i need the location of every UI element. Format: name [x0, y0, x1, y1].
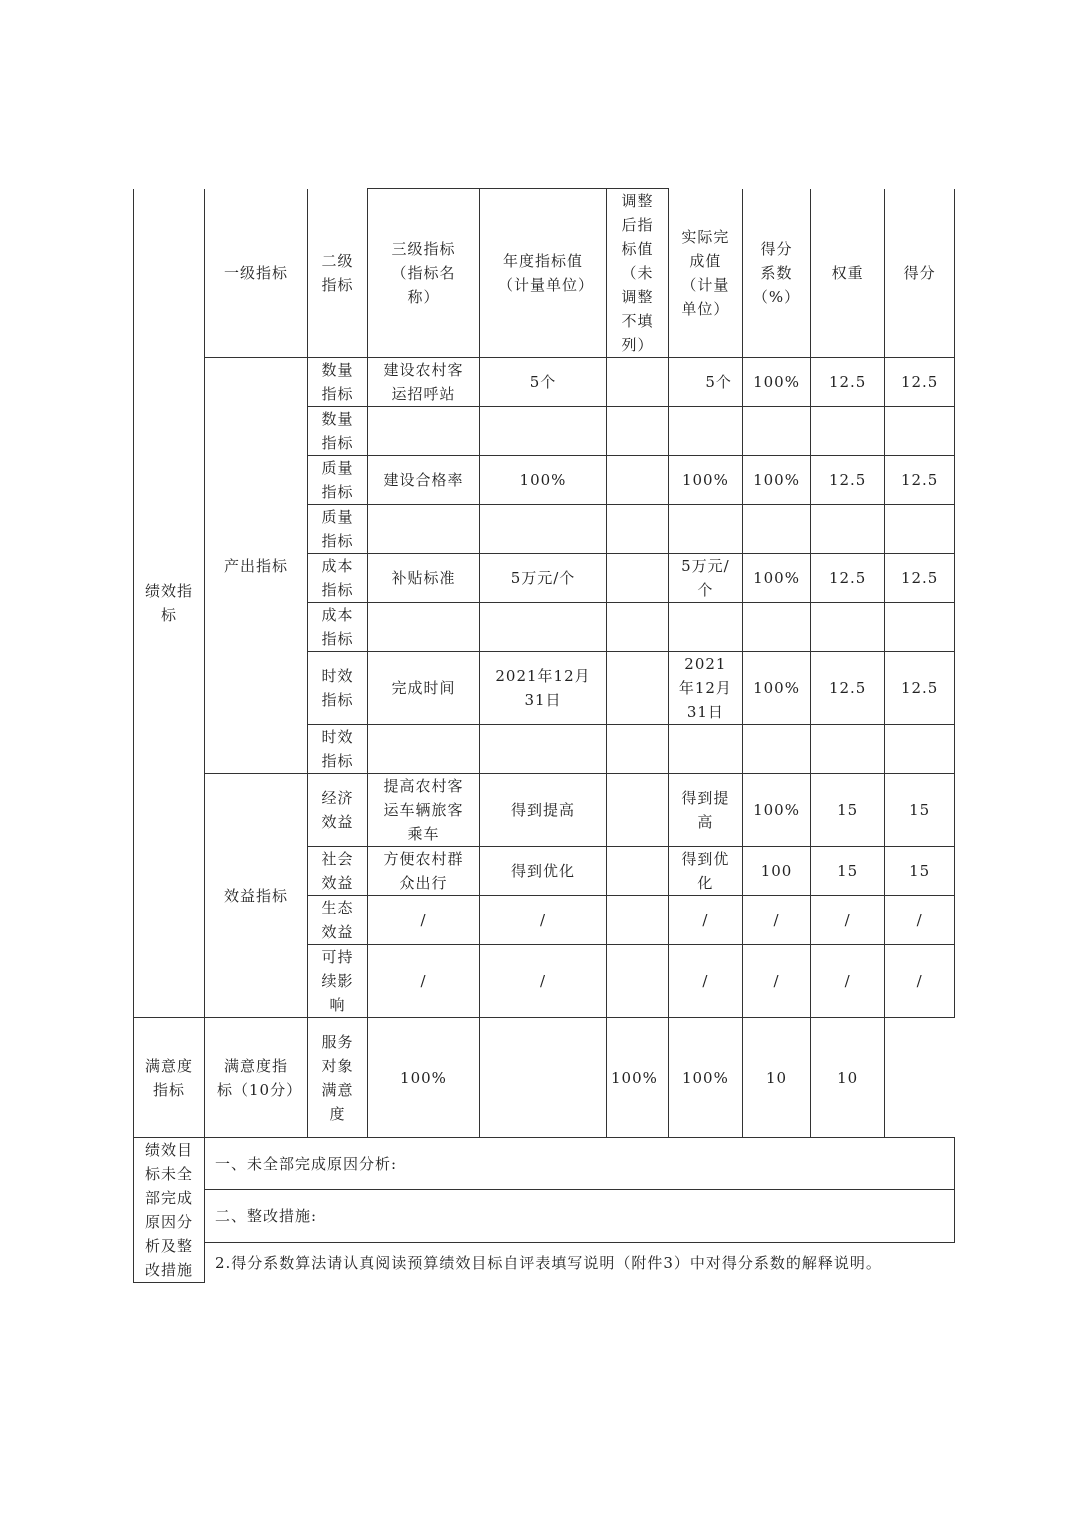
cell-annual: 100%	[368, 1018, 480, 1138]
cell-l3	[368, 725, 480, 774]
analysis-label: 绩效目标未全部完成原因分析及整改措施	[134, 1138, 205, 1283]
cell-weight: /	[811, 945, 885, 1018]
cell-adjusted	[607, 456, 669, 505]
cell-annual	[480, 505, 607, 554]
table-row	[134, 1018, 955, 1138]
cell-l2: 质量指标	[308, 456, 368, 505]
cell-l2: 数量指标	[308, 358, 368, 407]
header-actual-value: 实际完成值（计量单位）	[668, 189, 742, 358]
cell-l2: 时效指标	[308, 652, 368, 725]
cell-score: 15	[885, 774, 955, 847]
cell-l3: 服务对象满意度	[308, 1018, 368, 1138]
cell-actual: /	[668, 945, 742, 1018]
cell-l3: 补贴标准	[368, 554, 480, 603]
cell-coef: /	[742, 896, 810, 945]
cell-actual	[668, 407, 742, 456]
cell-l3	[368, 603, 480, 652]
header-level2: 二级指标	[308, 189, 368, 358]
group-benefit: 效益指标	[205, 774, 308, 1018]
cell-score: 15	[885, 847, 955, 896]
header-weight: 权重	[811, 189, 885, 358]
cell-annual	[480, 603, 607, 652]
cell-actual: 得到提高	[668, 774, 742, 847]
cell-actual: 100%	[607, 1018, 669, 1138]
cell-annual: 得到优化	[480, 847, 607, 896]
cell-score: 12.5	[885, 652, 955, 725]
header-level1: 一级指标	[205, 189, 308, 358]
cell-weight: 12.5	[811, 456, 885, 505]
cell-actual	[668, 725, 742, 774]
cell-actual: 5万元/个	[668, 554, 742, 603]
cell-annual: /	[480, 945, 607, 1018]
cell-annual	[480, 407, 607, 456]
cell-l3	[368, 407, 480, 456]
cell-coef: 100%	[742, 358, 810, 407]
cell-actual: 得到优化	[668, 847, 742, 896]
cell-l2: 社会效益	[308, 847, 368, 896]
cell-actual: /	[668, 896, 742, 945]
cell-adjusted	[607, 652, 669, 725]
cell-weight: 12.5	[811, 652, 885, 725]
cell-l3	[368, 505, 480, 554]
cell-weight: 12.5	[811, 554, 885, 603]
cell-l2: 数量指标	[308, 407, 368, 456]
cell-adjusted	[607, 603, 669, 652]
cell-coef: 100%	[742, 652, 810, 725]
group-satisfaction: 满意度指标	[134, 1018, 205, 1138]
cell-adjusted	[607, 896, 669, 945]
cell-weight	[811, 603, 885, 652]
cell-score	[885, 505, 955, 554]
table-row	[134, 774, 955, 847]
cell-adjusted	[607, 847, 669, 896]
cell-annual: 5万元/个	[480, 554, 607, 603]
cell-score	[885, 725, 955, 774]
cell-score: 12.5	[885, 456, 955, 505]
cell-l2: 经济效益	[308, 774, 368, 847]
cell-l3: 建设农村客运招呼站	[368, 358, 480, 407]
cell-l3: 建设合格率	[368, 456, 480, 505]
analysis-row	[134, 1190, 955, 1242]
cell-adjusted	[480, 1018, 607, 1138]
cell-score	[885, 407, 955, 456]
cell-weight: 10	[742, 1018, 810, 1138]
cell-adjusted	[607, 725, 669, 774]
performance-table	[133, 188, 955, 1283]
analysis-reason: 一、未全部完成原因分析:	[205, 1138, 955, 1190]
cell-adjusted	[607, 554, 669, 603]
cell-adjusted	[607, 774, 669, 847]
cell-coef: 100	[742, 847, 810, 896]
cell-annual: /	[480, 896, 607, 945]
cell-l2: 质量指标	[308, 505, 368, 554]
cell-adjusted	[607, 945, 669, 1018]
cell-coef	[742, 603, 810, 652]
cell-coef: /	[742, 945, 810, 1018]
cell-score: /	[885, 896, 955, 945]
cell-l3: /	[368, 896, 480, 945]
header-adjusted-value: 调整后指标值（未调整不填列）	[607, 189, 669, 358]
cell-annual: 2021年12月31日	[480, 652, 607, 725]
cell-weight: /	[811, 896, 885, 945]
analysis-row	[134, 1138, 955, 1190]
table-row	[134, 358, 955, 407]
cell-l3: /	[368, 945, 480, 1018]
cell-score: 12.5	[885, 554, 955, 603]
cell-actual	[668, 505, 742, 554]
header-row	[134, 189, 955, 358]
analysis-measures: 二、整改措施:	[205, 1190, 955, 1242]
cell-coef	[742, 407, 810, 456]
cell-weight	[811, 407, 885, 456]
cell-coef: 100%	[742, 554, 810, 603]
cell-actual	[668, 603, 742, 652]
cell-coef	[742, 505, 810, 554]
header-annual-value: 年度指标值（计量单位）	[480, 189, 607, 358]
cell-coef: 100%	[742, 456, 810, 505]
cell-annual: 5个	[480, 358, 607, 407]
cell-l2: 满意度指标（10分）	[205, 1018, 308, 1138]
section-label: 绩效指标	[134, 189, 205, 1018]
note-row	[134, 1242, 955, 1282]
cell-weight: 12.5	[811, 358, 885, 407]
cell-l2: 时效指标	[308, 725, 368, 774]
cell-l3: 提高农村客运车辆旅客乘车	[368, 774, 480, 847]
cell-l2: 成本指标	[308, 554, 368, 603]
cell-l2: 生态效益	[308, 896, 368, 945]
cell-adjusted	[607, 358, 669, 407]
cell-weight	[811, 505, 885, 554]
cell-actual: 2021年12月31日	[668, 652, 742, 725]
cell-weight	[811, 725, 885, 774]
cell-l3: 方便农村群众出行	[368, 847, 480, 896]
cell-actual: 100%	[668, 456, 742, 505]
cell-annual: 得到提高	[480, 774, 607, 847]
cell-annual	[480, 725, 607, 774]
cell-coef: 100%	[742, 774, 810, 847]
cell-weight: 15	[811, 847, 885, 896]
footnote: 2.得分系数算法请认真阅读预算绩效目标自评表填写说明（附件3）中对得分系数的解释说明。	[205, 1242, 955, 1282]
cell-adjusted	[607, 407, 669, 456]
cell-actual: 5个	[668, 358, 742, 407]
cell-l3: 完成时间	[368, 652, 480, 725]
header-level3: 三级指标（指标名称）	[368, 189, 480, 358]
cell-score: 10	[811, 1018, 885, 1138]
cell-l2: 成本指标	[308, 603, 368, 652]
cell-score: /	[885, 945, 955, 1018]
header-score-coefficient: 得分系数（%）	[742, 189, 810, 358]
group-output: 产出指标	[205, 358, 308, 774]
cell-adjusted	[607, 505, 669, 554]
cell-coef: 100%	[668, 1018, 742, 1138]
cell-l2: 可持续影响	[308, 945, 368, 1018]
cell-coef	[742, 725, 810, 774]
cell-score	[885, 603, 955, 652]
header-score: 得分	[885, 189, 955, 358]
cell-weight: 15	[811, 774, 885, 847]
cell-score: 12.5	[885, 358, 955, 407]
cell-annual: 100%	[480, 456, 607, 505]
